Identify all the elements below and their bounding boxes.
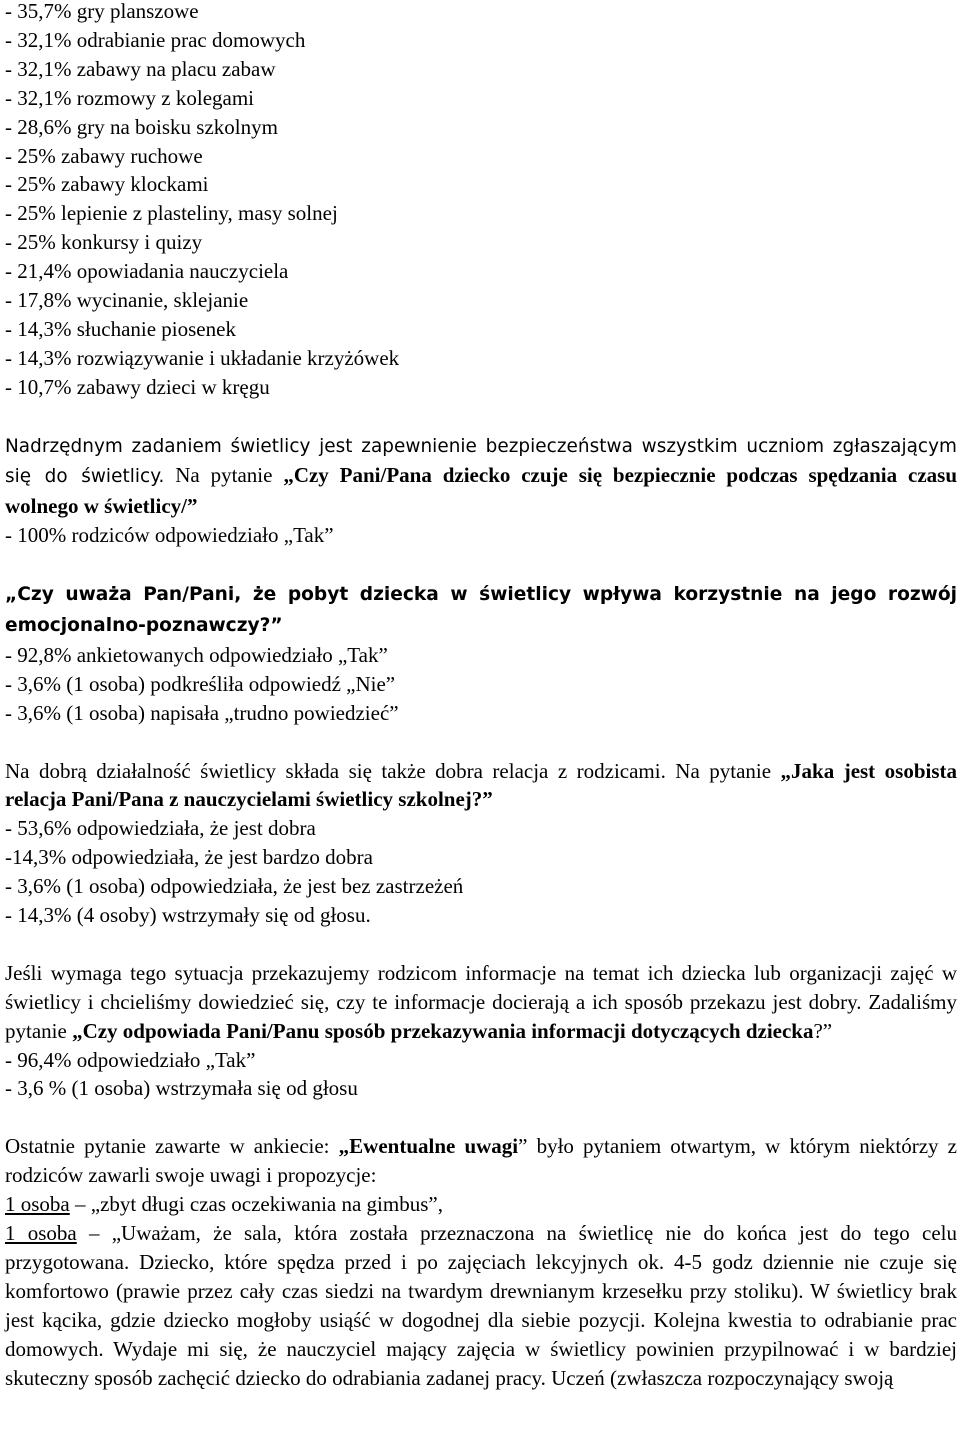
- development-section: [5, 579, 957, 728]
- list-item: - 25% zabawy klockami: [5, 172, 209, 197]
- information-question-end: ?”: [813, 1018, 833, 1043]
- safety-paragraph: [5, 431, 957, 522]
- relation-answer: - 53,6% odpowiedziała, że jest dobra: [5, 816, 316, 841]
- information-question: „Czy odpowiada Pani/Panu sposób przekazywania informacji dotyczących dziecka: [72, 1018, 814, 1043]
- list-item: - 32,1% rozmowy z kolegami: [5, 85, 255, 110]
- remark-author: 1 osoba: [5, 1192, 70, 1217]
- remark-item: [5, 1219, 957, 1392]
- remarks-section: [5, 1132, 957, 1392]
- remarks-intro-after: ” było pytaniem otwartym, w którym niektórzy z rodziców zawarli swoje uwagi i propozycje:: [5, 1134, 957, 1188]
- list-item: - 17,8% wycinanie, sklejanie: [5, 288, 249, 313]
- paragraph-gap: [5, 930, 957, 959]
- activities-list: [5, 0, 957, 402]
- list-item: - 21,4% opowiadania nauczyciela: [5, 259, 289, 284]
- list-item: - 25% lepienie z plasteliny, masy solnej: [5, 201, 338, 226]
- remark-item: [5, 1190, 957, 1219]
- remark-text: – „zbyt długi czas oczekiwania na gimbus”,: [69, 1192, 443, 1217]
- list-item: - 14,3% rozwiązywanie i układanie krzyżówek: [5, 345, 400, 370]
- relation-question: „Jaka jest osobista relacja Pani/Pana z nauczycielami świetlicy szkolnej?”: [5, 758, 957, 812]
- document-page: [5, 0, 957, 1392]
- relation-answer: - 3,6% (1 osoba) odpowiedziała, że jest bez zastrzeżeń: [5, 874, 464, 899]
- information-intro: Jeśli wymaga tego sytuacja przekazujemy rodzicom informacje na temat ich dziecka lub organizacji zajęć w świetlicy i chcieliśmy dowiedzieć się, czy te informacje docierają a ich sposób przekazu jest dobry. Zadaliśmy pytanie: [5, 960, 957, 1043]
- paragraph-gap: [5, 402, 957, 431]
- safety-answer: - 100% rodziców odpowiedziało „Tak”: [5, 523, 334, 548]
- relation-answer: - 14,3% (4 osoby) wstrzymały się od głosu.: [5, 903, 371, 928]
- information-section: [5, 959, 957, 1104]
- safety-lead: Na pytanie: [164, 463, 284, 488]
- list-item: - 32,1% odrabianie prac domowych: [5, 27, 306, 52]
- development-answer: - 3,6% (1 osoba) podkreśliła odpowiedź „Nie”: [5, 671, 396, 696]
- remarks-paragraph: [5, 1132, 957, 1190]
- list-item: - 10,7% zabawy dzieci w kręgu: [5, 374, 270, 399]
- relation-answer: -14,3% odpowiedziała, że jest bardzo dobra: [5, 845, 373, 870]
- list-item: - 28,6% gry na boisku szkolnym: [5, 114, 278, 139]
- relation-section: [5, 757, 957, 930]
- remark-text: – „Uważam, że sala, która została przeznaczona na świetlicę nie do końca jest do tego celu przygotowana. Dziecko, które spędza przed i po zajęciach lekcyjnych ok. 4-5 godz dziennie nie czuje się komfortowo (prawie przez cały czas siedzi na twardym drewnianym krzesełku przy stoliku). W świetlicy brak jest kącika, gdzie dziecko mogłoby usiąść w dogodnej dla siebie pozycji. Kolejna kwestia to odrabianie prac domowych. Wydaje mi się, że nauczyciel mający zajęcia w świetlicy powinien przypilnować i w bardziej skuteczny sposób zachęcić dziecko do odrabiania zadanej pracy. Uczeń (zwłaszcza rozpoczynający swoją: [5, 1220, 957, 1390]
- list-item: - 14,3% słuchanie piosenek: [5, 316, 236, 341]
- development-answer: - 92,8% ankietowanych odpowiedziało „Tak”: [5, 642, 388, 667]
- information-answer: - 3,6 % (1 osoba) wstrzymała się od głosu: [5, 1076, 358, 1101]
- remarks-intro-before: Ostatnie pytanie zawarte w ankiecie:: [5, 1134, 339, 1159]
- list-item: - 35,7% gry planszowe: [5, 0, 199, 23]
- paragraph-gap: [5, 728, 957, 757]
- paragraph-gap: [5, 550, 957, 579]
- relation-intro: Na dobrą działalność świetlicy składa się także dobra relacja z rodzicami. Na pytanie: [5, 758, 781, 783]
- development-question: [5, 579, 957, 641]
- paragraph-gap: [5, 1103, 957, 1132]
- development-question-text: „Czy uważa Pan/Pani, że pobyt dziecka w świetlicy wpływa korzystnie na jego rozwój emocjonalno-poznawczy?”: [5, 584, 957, 636]
- information-paragraph: [5, 959, 957, 1046]
- safety-question: „Czy Pani/Pana dziecko czuje się bezpiecznie podczas spędzania czasu wolnego w świetlicy/”: [5, 463, 958, 519]
- remark-author: 1 osoba: [5, 1220, 77, 1245]
- remarks-question: „Ewentualne uwagi: [338, 1134, 519, 1159]
- list-item: - 32,1% zabawy na placu zabaw: [5, 56, 276, 81]
- list-item: - 25% konkursy i quizy: [5, 230, 203, 255]
- list-item: - 25% zabawy ruchowe: [5, 143, 203, 168]
- development-answer: - 3,6% (1 osoba) napisała „trudno powiedzieć”: [5, 700, 399, 725]
- information-answer: - 96,4% odpowiedziało „Tak”: [5, 1047, 256, 1072]
- relation-paragraph: [5, 757, 957, 815]
- safety-intro: Nadrzędnym zadaniem świetlicy jest zapewnienie bezpieczeństwa wszystkim uczniom zgłaszającym się do świetlicy.: [5, 435, 957, 488]
- safety-section: [5, 431, 957, 551]
